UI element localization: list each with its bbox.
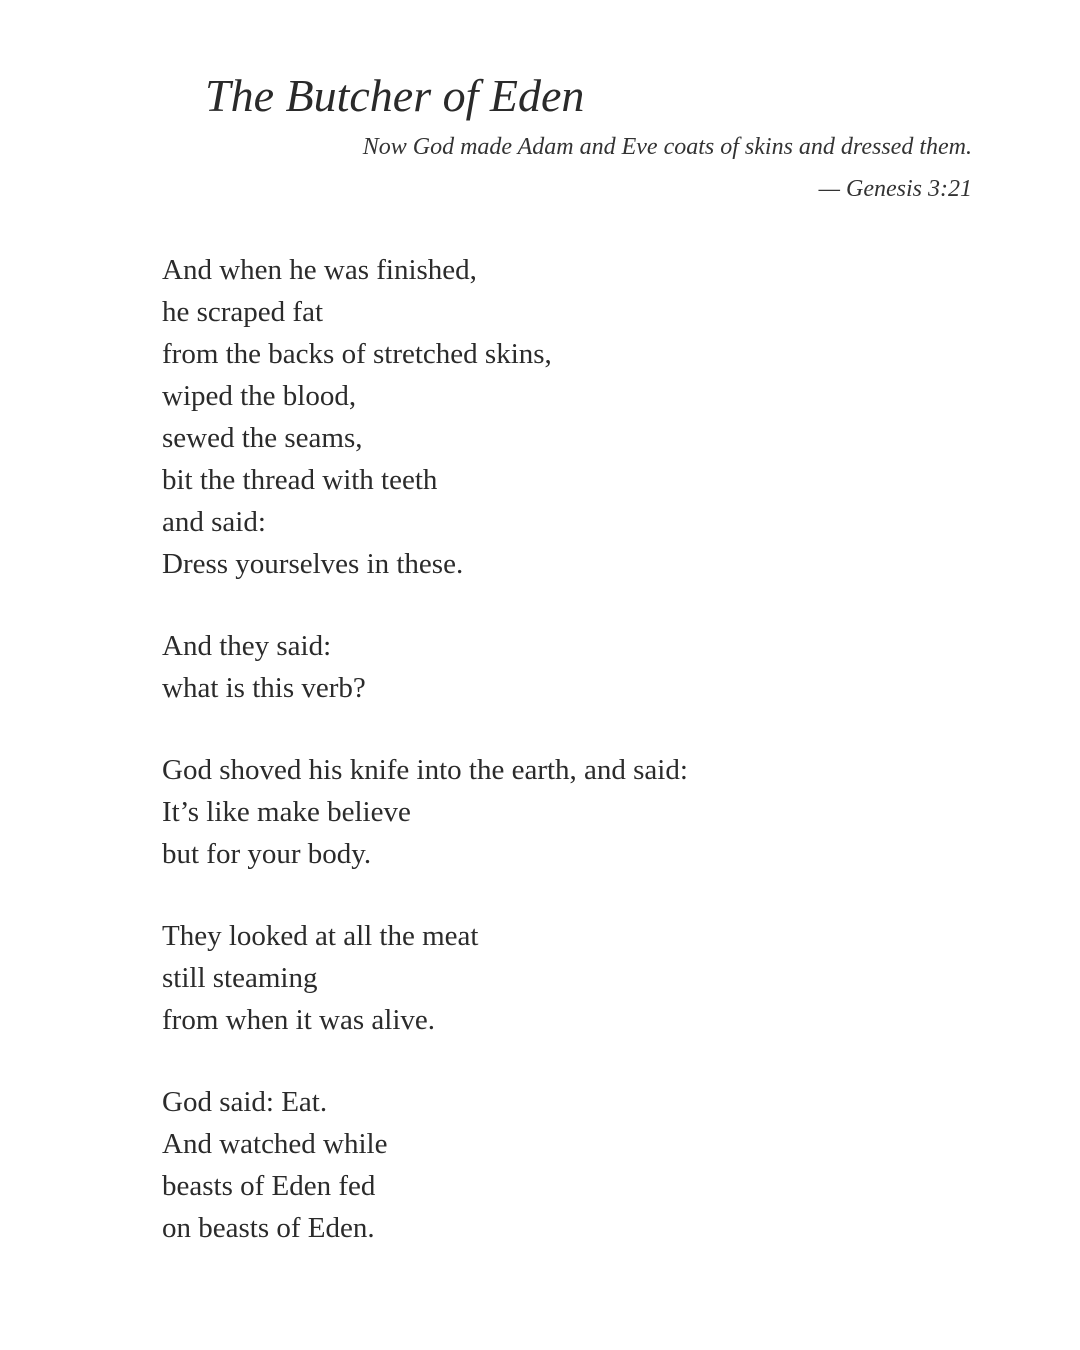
poem-line: bit the thread with teeth — [162, 464, 438, 496]
poem-line: God shoved his knife into the earth, and said: — [162, 754, 688, 786]
stanza-4 — [162, 915, 962, 1041]
poem-line: and said: — [162, 506, 266, 538]
stanza-2 — [162, 625, 962, 709]
poem-line: sewed the seams, — [162, 422, 363, 454]
stanza-1 — [162, 249, 962, 585]
poem-line: And they said: — [162, 630, 332, 662]
poem-body — [162, 249, 962, 1289]
poem-line: still steaming — [162, 962, 318, 994]
poem-line: but for your body. — [162, 838, 372, 870]
poem-line: on beasts of Eden. — [162, 1212, 375, 1244]
stanza-3 — [162, 749, 962, 875]
epigraph-quote: Now God made Adam and Eve coats of skins and dressed them. — [362, 134, 972, 160]
poem-line: And when he was finished, — [162, 254, 477, 286]
poem-line: he scraped fat — [162, 296, 324, 328]
poem-line: God said: Eat. — [162, 1086, 328, 1118]
epigraph — [363, 126, 972, 210]
poem-line: Dress yourselves in these. — [162, 548, 464, 580]
poem-line: They looked at all the meat — [162, 920, 479, 952]
poem-line: It’s like make believe — [162, 796, 411, 828]
poem-line: beasts of Eden fed — [162, 1170, 376, 1202]
poem-line: wiped the blood, — [162, 380, 357, 412]
poem-title: The Butcher of Eden — [205, 70, 585, 121]
poem-line: what is this verb? — [162, 672, 366, 704]
poem-line: from when it was alive. — [162, 1004, 436, 1036]
stanza-5 — [162, 1081, 962, 1249]
poem-line: from the backs of stretched skins, — [162, 338, 552, 370]
poem-line: And watched while — [162, 1128, 388, 1160]
epigraph-source: — Genesis 3:21 — [818, 176, 972, 202]
